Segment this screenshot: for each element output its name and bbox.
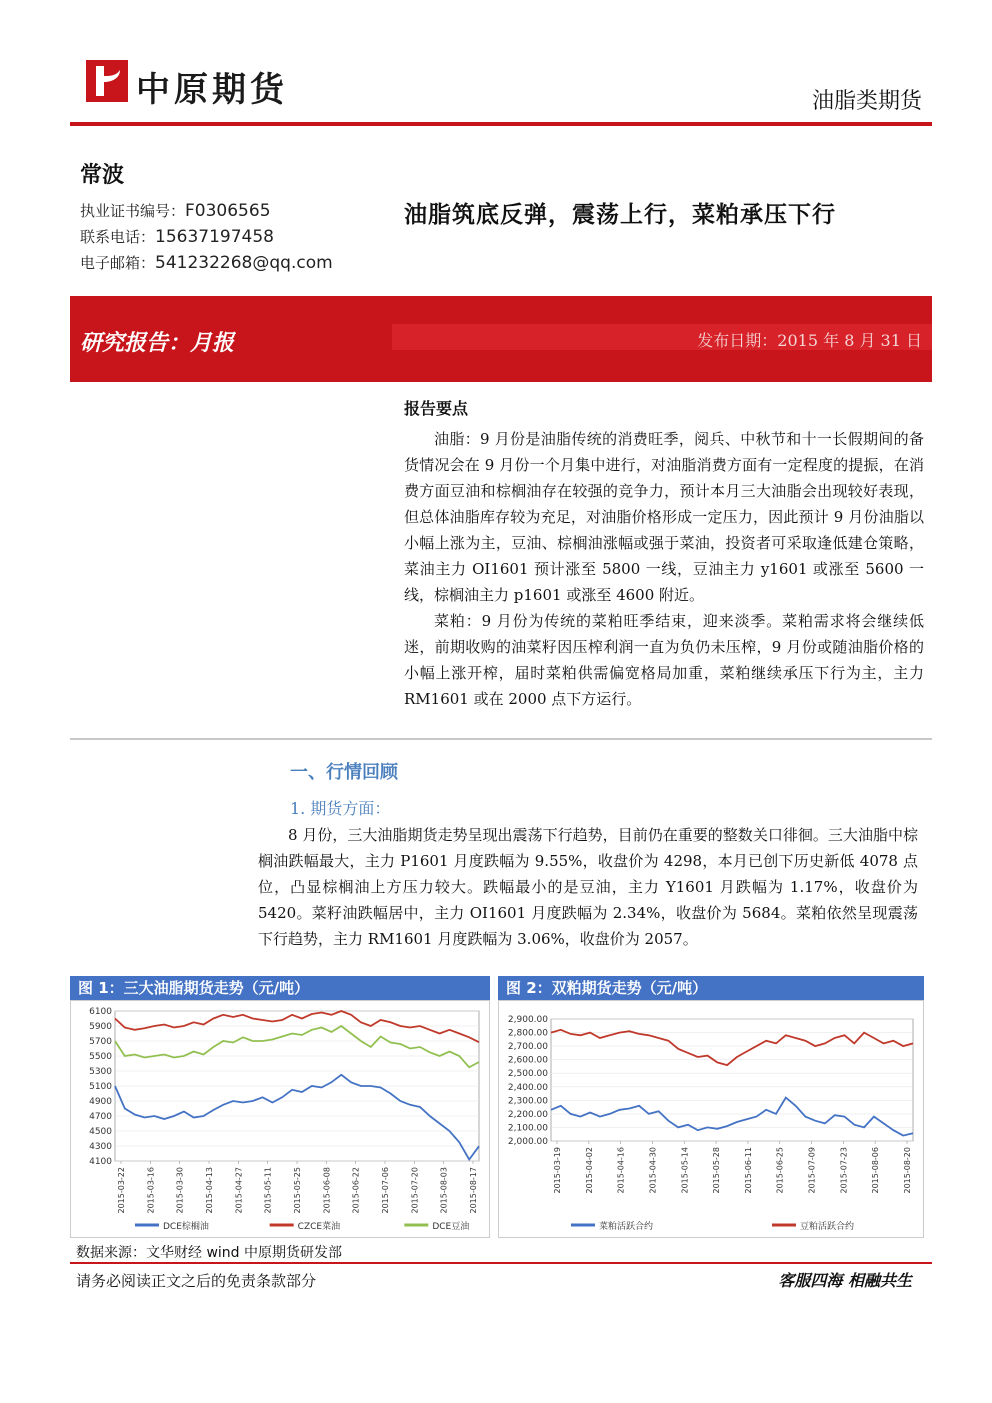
figure-1-title: 图 1：三大油脂期货走势（元/吨） xyxy=(70,976,490,1000)
figure-1 xyxy=(70,1000,490,1238)
legend-label: DCE棕榈油 xyxy=(163,1222,209,1232)
footer-rule xyxy=(70,1262,932,1264)
series-line xyxy=(551,1098,913,1136)
email-row xyxy=(80,252,333,273)
phone-label: 联系电话： xyxy=(80,228,156,246)
x-tick-label: 2015-05-14 xyxy=(680,1147,690,1194)
report-banner xyxy=(70,296,932,382)
company-logo-icon xyxy=(86,60,128,102)
y-tick-label: 4500 xyxy=(89,1127,112,1137)
series-line xyxy=(115,1011,479,1042)
y-tick-label: 4100 xyxy=(89,1157,112,1167)
x-tick-label: 2015-08-06 xyxy=(871,1147,881,1194)
x-tick-label: 2015-07-09 xyxy=(807,1147,817,1194)
x-tick-label: 2015-08-20 xyxy=(903,1147,912,1194)
y-tick-label: 2,900.00 xyxy=(507,1015,548,1025)
x-tick-label: 2015-08-03 xyxy=(439,1167,449,1214)
article-body xyxy=(258,822,918,952)
publish-date: 发布日期：2015 年 8 月 31 日 xyxy=(697,331,922,350)
x-tick-label: 2015-03-22 xyxy=(117,1167,126,1214)
y-tick-label: 5900 xyxy=(89,1022,112,1032)
y-tick-label: 2,200.00 xyxy=(507,1109,548,1120)
article-paragraph: 8 月份，三大油脂期货走势呈现出震荡下行趋势，目前仍在重要的整数关口徘徊。三大油脂中棕榈油跌幅最大，主力 P1601 月度跌幅为 9.55%，收盘价为 4298，本月已创下历史新低 4078 点位，凸显棕榈油上方压力较大。跌幅最小的是豆油，主力 Y1601 月跌幅为 1.17%，收盘价为 5420。菜籽油跌幅居中，主力 OI1601 月度跌幅为 2.34%，收盘价为 5684。菜粕依然呈现震荡下行趋势，主力 RM1601 月度跌幅为 3.06%，收盘价为 2057。 xyxy=(258,826,918,948)
y-tick-label: 2,400.00 xyxy=(507,1082,548,1093)
x-tick-label: 2015-03-16 xyxy=(146,1167,156,1214)
figure-2-chart xyxy=(499,1001,923,1237)
y-tick-label: 2,800.00 xyxy=(507,1028,548,1039)
x-tick-label: 2015-07-06 xyxy=(381,1167,390,1214)
email-label: 电子邮箱： xyxy=(80,254,156,272)
y-tick-label: 2,100.00 xyxy=(507,1123,548,1134)
cert-row xyxy=(80,200,271,221)
y-tick-label: 4900 xyxy=(89,1097,112,1107)
x-tick-label: 2015-07-23 xyxy=(839,1147,849,1194)
series-line xyxy=(115,1026,479,1067)
y-tick-label: 5100 xyxy=(89,1082,112,1092)
summary-paragraph: 油脂：9 月份是油脂传统的消费旺季，阅兵、中秋节和十一长假期间的备货情况会在 9 月份一个月集中进行，对油脂消费方面有一定程度的提振，在消费方面豆油和棕榈油存在较强的竞争力，预计本月三大油脂会出现较好表现，但总体油脂库存较为充足，对油脂价格形成一定压力，因此预计 9 月份油脂以小幅上涨为主，豆油、棕榈油涨幅或强于菜油，投资者可采取逢低建仓策略，菜油主力 OI1601 预计涨至 5800 一线，豆油主力 y1601 或涨至 5600 一线，棕榈油主力 p1601 或涨至 4600 附近。 xyxy=(404,430,924,604)
banner-title: 研究报告：月报 xyxy=(80,330,235,356)
section-divider xyxy=(70,738,932,740)
author-name: 常波 xyxy=(80,162,125,188)
report-category: 油脂类期货 xyxy=(811,89,922,114)
cert-label: 执业证书编号： xyxy=(80,202,186,220)
x-tick-label: 2015-04-13 xyxy=(205,1167,214,1214)
legend-label: 菜粕活跃合约 xyxy=(599,1222,654,1232)
figure-2 xyxy=(498,1000,924,1238)
summary-title: 报告要点 xyxy=(404,399,469,418)
series-line xyxy=(115,1075,479,1160)
y-tick-label: 2,600.00 xyxy=(507,1055,548,1066)
x-tick-label: 2015-05-11 xyxy=(263,1167,273,1214)
y-tick-label: 5300 xyxy=(89,1067,112,1077)
x-tick-label: 2015-05-25 xyxy=(293,1167,302,1214)
data-source: 数据来源：文华财经 wind 中原期货研发部 xyxy=(76,1245,342,1261)
y-tick-label: 5700 xyxy=(89,1037,112,1047)
x-tick-label: 2015-06-25 xyxy=(775,1147,785,1194)
y-tick-label: 2,000.00 xyxy=(507,1137,548,1147)
x-tick-label: 2015-08-17 xyxy=(469,1167,478,1214)
phone-value: 15637197458 xyxy=(155,227,274,247)
subsection-heading: 1. 期货方面： xyxy=(290,799,391,818)
y-tick-label: 2,500.00 xyxy=(507,1069,548,1080)
y-tick-label: 6100 xyxy=(89,1007,112,1017)
header-rule xyxy=(70,122,932,126)
x-tick-label: 2015-06-22 xyxy=(351,1167,361,1214)
x-tick-label: 2015-06-08 xyxy=(322,1167,332,1214)
y-tick-label: 5500 xyxy=(89,1052,112,1062)
section-heading: 一、行情回顾 xyxy=(290,762,398,783)
phone-row xyxy=(80,226,274,247)
legend-label: DCE豆油 xyxy=(432,1222,470,1232)
y-tick-label: 2,700.00 xyxy=(507,1042,548,1053)
footer-disclaimer: 请务必阅读正文之后的免责条款部分 xyxy=(76,1272,317,1290)
x-tick-label: 2015-06-11 xyxy=(743,1147,753,1194)
figure-1-chart xyxy=(71,1001,489,1237)
figure-2-title: 图 2：双粕期货走势（元/吨） xyxy=(498,976,924,1000)
summary-paragraph: 菜粕：9 月份为传统的菜粕旺季结束，迎来淡季。菜粕需求将会继续低迷，前期收购的油菜籽因压榨利润一直为负仍未压榨，9 月份或随油脂价格的小幅上涨开榨，届时菜粕供需偏宽格局加重，菜粕继续承压下行为主，主力 RM1601 或在 2000 点下方运行。 xyxy=(404,612,924,708)
x-tick-label: 2015-03-19 xyxy=(553,1147,562,1194)
x-tick-label: 2015-07-20 xyxy=(410,1167,420,1214)
x-tick-label: 2015-04-02 xyxy=(584,1147,594,1194)
x-tick-label: 2015-05-28 xyxy=(712,1147,722,1194)
x-tick-label: 2015-04-30 xyxy=(648,1147,658,1194)
x-tick-label: 2015-04-27 xyxy=(234,1167,244,1214)
x-tick-label: 2015-04-16 xyxy=(616,1147,626,1194)
legend-label: 豆粕活跃合约 xyxy=(800,1222,855,1232)
cert-value: F0306565 xyxy=(185,201,271,221)
footer-slogan: 客服四海 相融共生 xyxy=(778,1271,912,1290)
y-tick-label: 4700 xyxy=(89,1112,112,1122)
x-tick-label: 2015-03-30 xyxy=(175,1167,185,1214)
company-name: 中原期货 xyxy=(136,70,288,110)
y-tick-label: 2,300.00 xyxy=(507,1096,548,1107)
email-value[interactable]: 541232268@qq.com xyxy=(155,253,333,273)
y-tick-label: 4300 xyxy=(89,1142,112,1152)
legend-label: CZCE菜油 xyxy=(297,1222,341,1232)
report-headline: 油脂筑底反弹，震荡上行，菜粕承压下行 xyxy=(404,201,836,228)
summary-body xyxy=(404,426,924,712)
